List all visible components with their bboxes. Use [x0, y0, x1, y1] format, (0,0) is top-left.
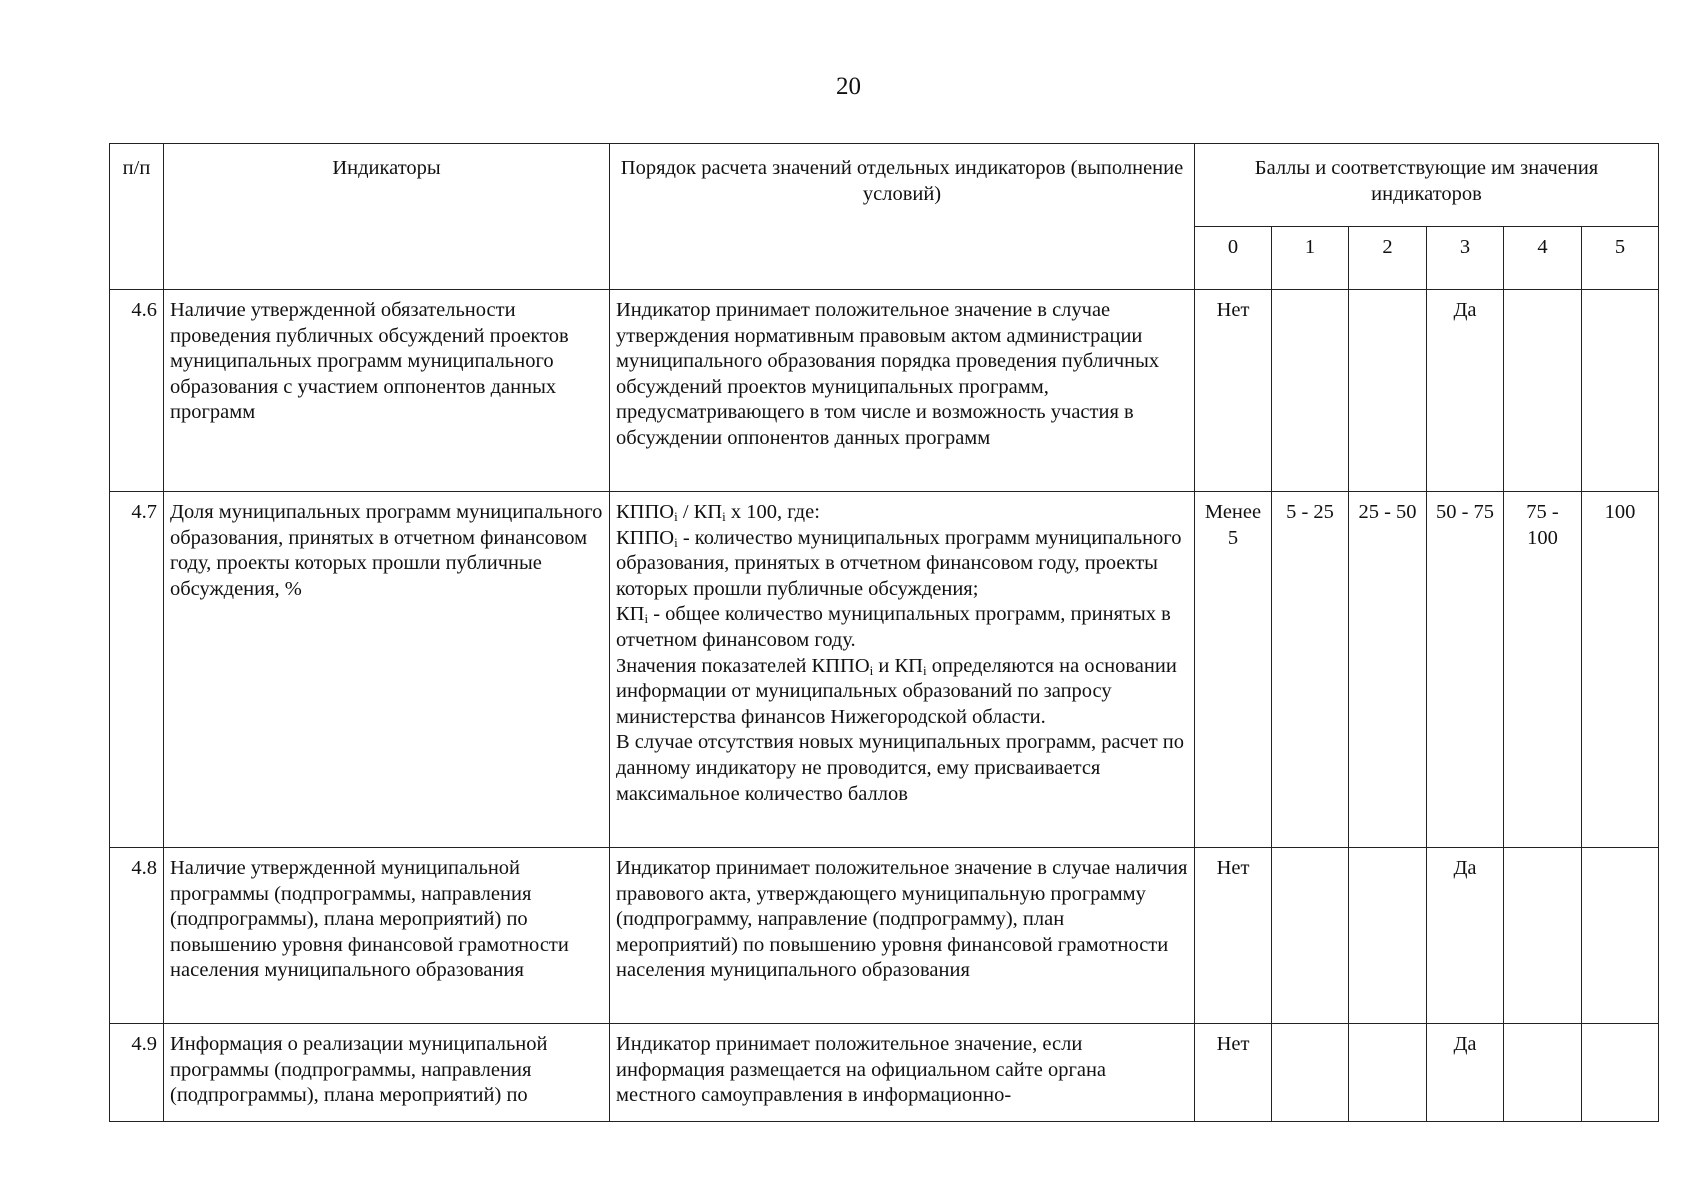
- source-note: Значения показателей $КППО_i$ и $КП_i$ определяются на основании информации от муниципальных образований по запросу министерства финансов Нижегородской области.: [616, 654, 1177, 728]
- header-num: п/п: [110, 144, 164, 290]
- score-level: 3: [1427, 227, 1504, 290]
- indicator-text: Наличие утвержденной обязательности проведения публичных обсуждений проектов муниципальных программ муниципального образования с участием оппонентов данных программ: [164, 290, 610, 492]
- header-row: [110, 144, 1659, 227]
- table-row: [110, 848, 1659, 1024]
- indicators-table: [109, 143, 1659, 1122]
- score-cell: [1349, 848, 1427, 1024]
- score-cell: Нет: [1195, 290, 1272, 492]
- score-cell: 5 - 25: [1272, 492, 1349, 848]
- definition-kp: $КП_i$ - общее количество муниципальных программ, принятых в отчетном финансовом году.: [616, 603, 1171, 651]
- score-level: 4: [1504, 227, 1582, 290]
- calculation-text: Индикатор принимает положительное значение в случае наличия правового акта, утверждающего муниципальную программу (подпрограмму, направление (подпрограмму), план мероприятий) по повышению уровня финансовой грамотности населения муниципального образования: [610, 848, 1195, 1024]
- score-cell: [1504, 848, 1582, 1024]
- score-cell: [1272, 848, 1349, 1024]
- score-cell: Нет: [1195, 848, 1272, 1024]
- page-number: 20: [836, 73, 861, 100]
- header-calculation: Порядок расчета значений отдельных индикаторов (выполнение условий): [610, 144, 1195, 290]
- score-cell: [1272, 1024, 1349, 1122]
- indicator-text: Наличие утвержденной муниципальной программы (подпрограммы, направления (подпрограммы), плана мероприятий) по повышению уровня финансовой грамотности населения муниципального образования: [164, 848, 610, 1024]
- score-cell: [1504, 290, 1582, 492]
- score-cell: Да: [1427, 290, 1504, 492]
- score-level: 2: [1349, 227, 1427, 290]
- calculation-text: Индикатор принимает положительное значение, если информация размещается на официальном сайте органа местного самоуправления в информационно-: [610, 1024, 1195, 1122]
- definition-kppo: $КППО_i$ - количество муниципальных программ муниципального образования, принятых в отчетном финансовом году, проекты которых прошли публичные обсуждения;: [616, 526, 1182, 600]
- score-cell: [1582, 1024, 1659, 1122]
- row-number: 4.9: [110, 1024, 164, 1122]
- score-cell: [1349, 1024, 1427, 1122]
- absence-note: В случае отсутствия новых муниципальных программ, расчет по данному индикатору не проводится, ему присваивается максимальное количество баллов: [616, 731, 1185, 805]
- score-cell: Менее 5: [1195, 492, 1272, 848]
- header-scores: Баллы и соответствующие им значения индикаторов: [1195, 144, 1659, 227]
- table-row: [110, 1024, 1659, 1122]
- row-number: 4.6: [110, 290, 164, 492]
- indicator-text: Информация о реализации муниципальной программы (подпрограммы, направления (подпрограммы), плана мероприятий) по: [164, 1024, 610, 1122]
- score-level: 1: [1272, 227, 1349, 290]
- calculation-text: Индикатор принимает положительное значение в случае утверждения нормативным правовым актом администрации муниципального образования порядка проведения публичных обсуждений проектов муниципальных программ, предусматривающего в том числе и возможность участия в обсуждении оппонентов данных программ: [610, 290, 1195, 492]
- score-cell: 100: [1582, 492, 1659, 848]
- indicator-text: Доля муниципальных программ муниципального образования, принятых в отчетном финансовом году, проекты которых прошли публичные обсуждения, %: [164, 492, 610, 848]
- calculation-text: [610, 492, 1195, 848]
- score-cell: Да: [1427, 848, 1504, 1024]
- score-level: 5: [1582, 227, 1659, 290]
- score-cell: 25 - 50: [1349, 492, 1427, 848]
- score-cell: Да: [1427, 1024, 1504, 1122]
- score-cell: [1349, 290, 1427, 492]
- table-row: [110, 492, 1659, 848]
- score-cell: 75 - 100: [1504, 492, 1582, 848]
- score-cell: Нет: [1195, 1024, 1272, 1122]
- score-cell: 50 - 75: [1427, 492, 1504, 848]
- formula-line: $КППО_i / КП_i$ х 100, где:: [616, 501, 820, 524]
- score-cell: [1504, 1024, 1582, 1122]
- header-indicators: Индикаторы: [164, 144, 610, 290]
- row-number: 4.7: [110, 492, 164, 848]
- score-cell: [1582, 848, 1659, 1024]
- score-cell: [1582, 290, 1659, 492]
- score-level: 0: [1195, 227, 1272, 290]
- table-row: [110, 290, 1659, 492]
- score-cell: [1272, 290, 1349, 492]
- row-number: 4.8: [110, 848, 164, 1024]
